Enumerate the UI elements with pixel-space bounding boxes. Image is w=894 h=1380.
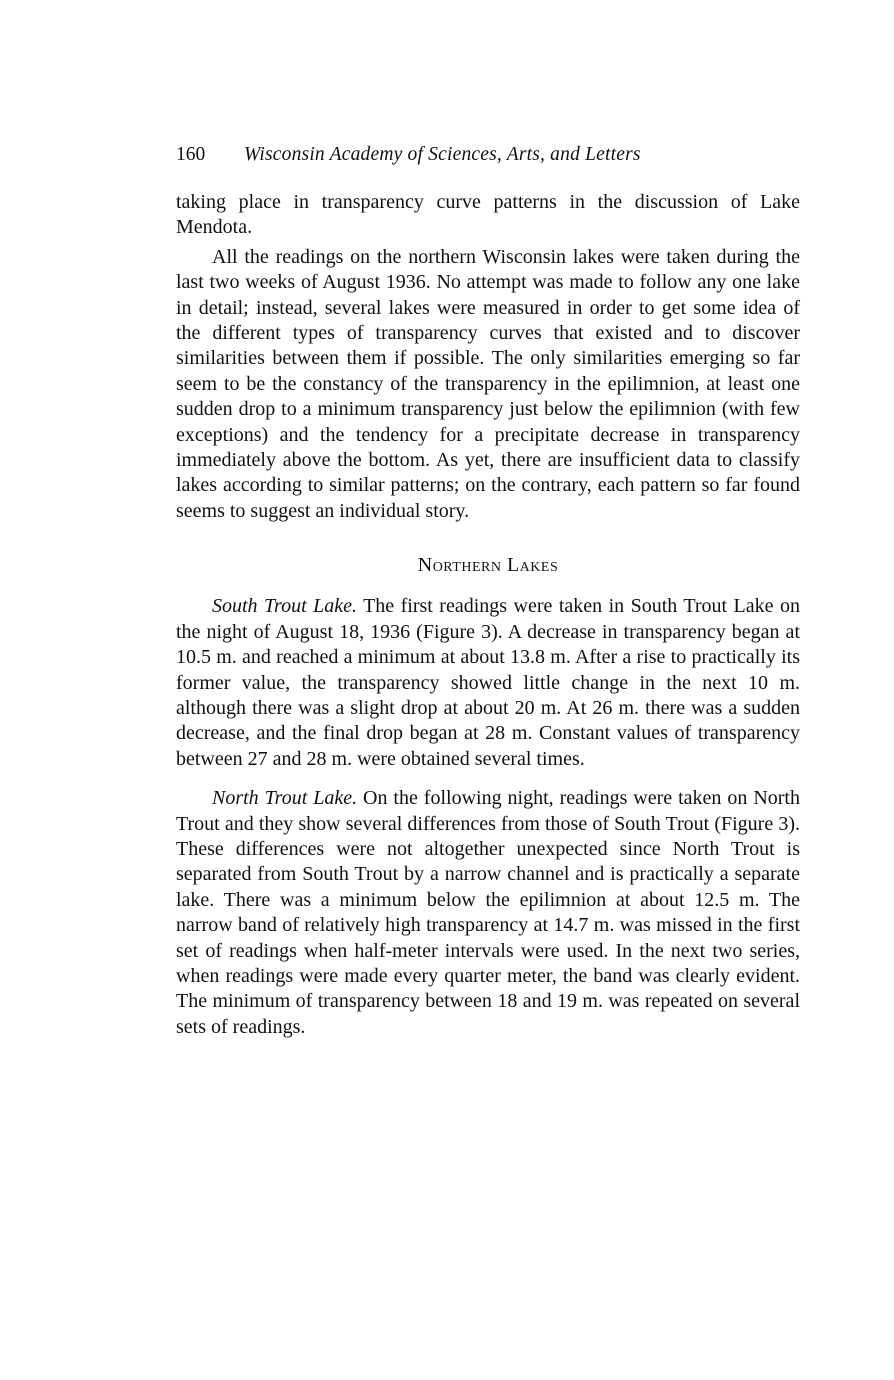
running-head <box>176 140 800 170</box>
paragraph-south-trout-lake <box>176 594 800 772</box>
section-heading-northern-lakes: Northern Lakes <box>417 554 559 577</box>
journal-title: Wisconsin Academy of Sciences, Arts, and Letters <box>244 144 641 165</box>
page-content <box>176 140 800 1040</box>
page-number: 160 <box>176 144 206 165</box>
south-trout-text: The first readings were taken in South Trout Lake on the night of August 18, 1936 (Figure 3). A decrease in transparency began at 10.5 m. and reached a minimum at about 13.8 m. After a rise to practically its former value, the transparency showed little change in the next 10 m. although there was a slight drop at about 20 m. At 26 m. there was a sudden decrease, and the final drop began at 28 m. Constant values of transparency between 27 and 28 m. were obtained several times. <box>176 595 800 770</box>
paragraph-continuation: taking place in transparency curve patterns in the discussion of Lake Mendota. <box>176 191 800 239</box>
north-trout-lead: North Trout Lake. <box>212 787 358 810</box>
north-trout-text: On the following night, readings were taken on North Trout and they show several differences from those of South Trout (Figure 3). These differences were not altogether unexpected since North Trout is separated from South Trout by a narrow channel and is practically a separate lake. There was a minimum below the epilimnion at about 12.5 m. The narrow band of relatively high transparency at 14.7 m. was missed in the first set of readings when half-meter intervals were used. In the next two series, when readings were made every quarter meter, the band was clearly evident. The minimum of transparency between 18 and 19 m. was repeated on several sets of readings. <box>176 787 800 1038</box>
south-trout-lead: South Trout Lake. <box>212 595 357 618</box>
paragraph-north-trout-lake <box>176 786 800 1040</box>
paragraph-northern-readings: All the readings on the northern Wisconsin lakes were taken during the last two weeks of August 1936. No attempt was made to follow any one lake in detail; instead, several lakes were measured in order to get some idea of the different types of transparency curves that existed and to discover similarities between them if possible. The only similarities emerging so far seem to be the constancy of the transparency in the epilimnion, at least one sudden drop to a minimum transparency just below the epilimnion (with few exceptions) and the tendency for a precipitate decrease in transparency immediately above the bottom. As yet, there are insufficient data to classify lakes according to similar patterns; on the contrary, each pattern so far found seems to suggest an individual story. <box>176 245 800 522</box>
